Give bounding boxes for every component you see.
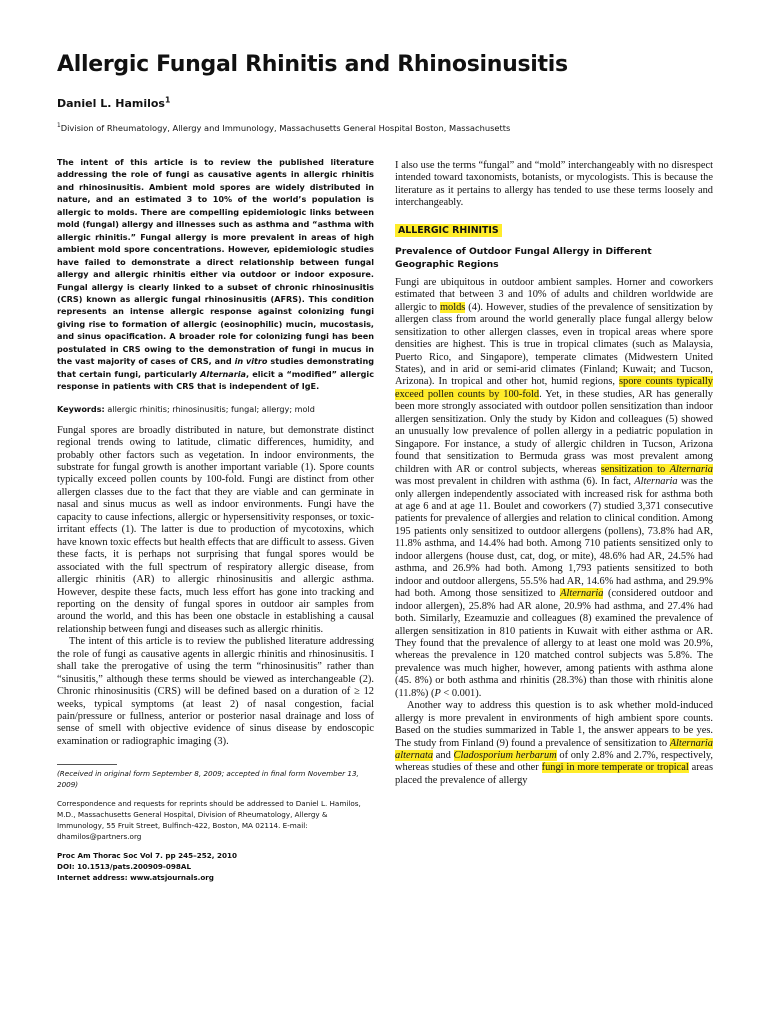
subsection-heading: Prevalence of Outdoor Fungal Allergy in Different Geographic Regions xyxy=(395,245,652,270)
text-run: (considered outdoor and indoor allergen), 25.8% had AR alone, 20.9% had asthma, and 27.4% had both. Similarly, Ezeamuzie and colleagues (8) examined the prevalence of allergen sensitization in 810 patients in Kuwait with either asthma or AR. They found that the prevalence of allergy to at least one mold was 20.9%, whereas the prevalence in 120 matched control subjects was 5.8%. The prevalence was much higher, however, among patients with asthma alone (45. 8%) or both asthma and rhinitis (28.3%) than those with rhinitis alone (11.8%) ( xyxy=(395,588,713,699)
received-dates: (Received in original form September 8, 2009; accepted in final form November 13, 2009) xyxy=(57,769,359,790)
text-run: . Yet, in these studies, AR has generally been more strongly associated with outdoor pollen sensitization than indoor allergen sensitization. Only the study by Kidon and colleagues (5) showed an unusually low prevalence of pollen allergy in a pediatric population in Singapore. For instance, a study of allergic children in Tucson, Arizona found that sensitization to Bermuda grass was most prevalent among children with AR or control subjects, whereas xyxy=(395,388,713,475)
highlight-cladosporium xyxy=(454,750,557,761)
author-superscript: 1 xyxy=(164,95,171,105)
highlight-spore-counts: spore counts typically exceed pollen counts by 100-fold xyxy=(395,376,713,400)
abstract-text-3: , elicit a “modified” allergic response in patients with CRS that is independent of IgE. xyxy=(57,368,374,392)
abstract-text-1: The intent of this article is to review the published literature addressing the role of fungi as causative agents in allergic rhinitis and rhinosinusitis. Ambient mold spores are widely distributed in nature, and an estimated 3 to 10% of the world’s population is allergic to molds. There are compelling epidemiologic links between mold (fungal) allergy and illnesses such as asthma and “asthma with allergic rhinitis.” Fungal allergy is more prevalent in areas of high ambient mold spore concentrations. However, epidemiologic studies have failed to demonstrate a direct relationship between fungal allergy and allergic rhinitis either via outdoor or indoor exposure. Fungal allergy is clearly linked to a subset of chronic rhinosinusitis (CRS) known as allergic fungal rhinosinusitis (AFRS). This condition represents an intense allergic response against colonizing fungi giving rise to formation of allergic (eosinophilic) mucin, mucostasis, and sinus opacification. A broader role for colonizing fungi has been postulated in CRS owing to the demonstration of fungi in mucus in the vast majority of cases of CRS, and xyxy=(57,157,374,367)
text-run: and xyxy=(433,750,454,762)
affiliation-text: Division of Rheumatology, Allergy and Immunology, Massachusetts General Hospital Boston, Massachusetts xyxy=(60,123,511,133)
author-name: Daniel L. Hamilos xyxy=(57,97,165,110)
prevalence-paragraph-1 xyxy=(395,277,713,700)
internet-address: Internet address: www.atsjournals.org xyxy=(57,873,214,883)
text-run: was the only allergen independently associated with increased risk for asthma both at age 6 and at age 11. Boulet and coworkers (7) studied 3,371 consecutive patients for prevalence of allergies and relation to clinical condition. Among 195 patients only sensitized to outdoor allergens (pollens), 73.8% had AR, 11.8% asthma, and 14.4% had both. Among 710 patients sensitized only to indoor allergens (house dust, cat, dog, or mite), 48.6% had AR, 24.5% had asthma, and 26.9% had both. Among 1,793 patients sensitized to both indoor and outdoor allergens, 55.5% had AR, 14.6% had asthma, and 29.9% had both. Among those sensitized to xyxy=(395,476,713,600)
italic-run: Cladosporium herbarum xyxy=(453,750,557,762)
abstract xyxy=(57,156,374,393)
article-title: Allergic Fungal Rhinitis and Rhinosinusitis xyxy=(57,52,568,77)
italic-run: Alternaria xyxy=(634,476,678,488)
italic-run: P xyxy=(434,687,441,699)
abstract-text-2: studies demonstrating that certain fungi, particularly xyxy=(57,356,374,379)
highlight-sensitization-alternaria xyxy=(601,464,713,475)
text-run: of only 2.8% and 2.7%, respectively, whereas studies of these and other xyxy=(395,750,713,774)
italic-run: Alternaria xyxy=(669,463,713,475)
text-run: < 0.001). xyxy=(440,687,482,699)
doi: DOI: 10.1513/pats.200909-098AL xyxy=(57,862,192,872)
text-run: sensitization to xyxy=(600,463,670,475)
right-column xyxy=(395,160,713,787)
affiliation-superscript: 1 xyxy=(57,123,61,130)
keywords xyxy=(57,403,374,415)
footnote-rule xyxy=(57,764,117,765)
italic-run: Alternaria alternata xyxy=(395,737,713,762)
highlight-molds: molds xyxy=(439,301,466,313)
terminology-paragraph: I also use the terms “fungal” and “mold” interchangeably with no disrespect intended toward taxonomists, botanists, or mycologists. This is because the literature as it pertains to allergy has tended to use these terms loosely and interchangeably. xyxy=(395,160,713,209)
highlight-fungi-temperate: fungi in more temperate or tropical xyxy=(541,762,689,774)
section-heading-allergic-rhinitis: ALLERGIC RHINITIS xyxy=(395,224,502,237)
italic-run: Alternaria xyxy=(560,588,604,600)
left-column xyxy=(57,156,374,883)
text-run: (4). However, studies of the prevalence of sensitization by allergen class from around the world generally place fungal allergy below sensitization to other allergen classes, even in tropical areas where spore densities are highest. This is true in tropical climates (such as Malaysia, Puerto Rico, and Singapore), temperate climates (Midwestern United States), and in arid or semi-arid climates (Finland; Kuwait; and Tucson, Arizona). In tropical and other hot, humid regions, xyxy=(395,301,713,388)
prevalence-paragraph-2 xyxy=(395,700,713,787)
author-line xyxy=(57,97,170,110)
affiliation xyxy=(57,123,737,133)
journal-citation: Proc Am Thorac Soc Vol 7. pp 245–252, 2010 xyxy=(57,851,237,861)
intro-paragraph-2: The intent of this article is to review the published literature addressing the role of fungi as causative agents in allergic rhinitis and rhinosinusitis. I shall take the prerogative of using the term “rhinosinusitis” rather than “sinusitis,” although these terms should be viewed as interchangeable (2). Chronic rhinosinusitis (CRS) will be defined based on a duration of ≥ 12 weeks, typical symptoms (at least 2) of nasal congestion, facial pain/pressure or fullness, anterior or posterior nasal drainage and loss of sense of smell with objective evidence of sinus disease by endoscopic examination or radiographic imaging (3). xyxy=(57,636,374,747)
text-run: areas placed the prevalence of allergy xyxy=(395,762,714,786)
highlight-alternaria xyxy=(560,588,603,599)
abstract-italic-1: in vitro xyxy=(234,356,268,367)
text-run: Fungi are ubiquitous in outdoor ambient samples. Horner and coworkers estimated that between 3 and 10% of adults and children worldwide are allergic to xyxy=(395,276,713,313)
keywords-text: allergic rhinitis; rhinosinusitis; fungal; allergy; mold xyxy=(104,403,315,414)
keywords-label: Keywords: xyxy=(57,403,105,414)
text-run: was most prevalent in children with asthma (6). In fact, xyxy=(395,476,635,488)
abstract-italic-2: Alternaria xyxy=(200,368,246,379)
intro-paragraph-1: Fungal spores are broadly distributed in nature, but demonstrate distinct regional trends owing to latitude, climatic differences, humidity, and probably other factors such as vegetation. In indoor environments, the substrate for fungal growth is another important variable (1). Spore counts typically exceed pollen counts by 100-fold. Fungi are distinct from other allergen classes due to the fact that they are viable and can germinate in nasal and sinus mucus as well as indoor environments. Fungi have the capacity to cause infections, allergic or hypersensitivity responses, or toxic-irritant effects (1). The latter is due to production of mycotoxins, which have known toxic effects but health effects that are difficult to assess. Given these facts, it is perhaps not surprising that fungal spores would be associated with the full spectrum of respiratory allergic disease, from allergic rhinitis (AR) to allergic rhinosinusitis and allergic asthma. However, despite these facts, much less effort has gone into tracking and reporting on the density of fungal spores in outdoor air samples from around the world, and this has been one obstacle in establishing a causal relationship between fungi and diseases such as allergic rhinitis. xyxy=(57,424,374,635)
text-run: Another way to address this question is to ask whether mold-induced allergy is more prevalent in environments of high ambient spore counts. Based on the studies summarized in Table 1, the answer appears to be yes. The study from Finland (9) found a prevalence of sensitization to xyxy=(395,700,713,749)
correspondence: Correspondence and requests for reprints should be addressed to Daniel L. Hamilos, M.D., Massachusetts General Hospital, Division of Rheumatology, Allergy & Immunology, 55 Fruit Street, Bulfinch-422, Boston, MA 02114. E-mail: dhamilos@partners.org xyxy=(57,799,361,842)
